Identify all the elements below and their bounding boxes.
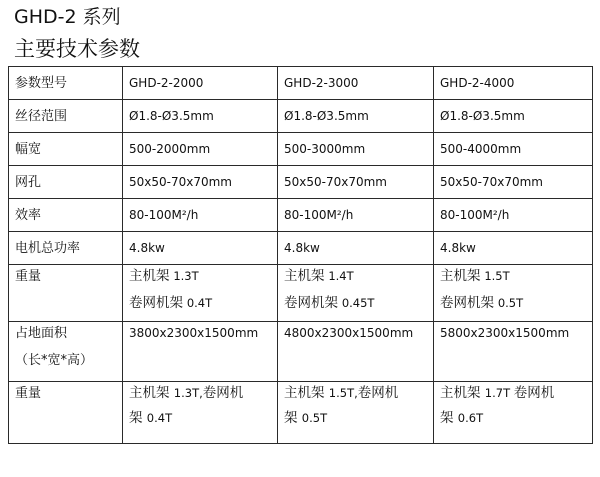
table-cell: 80-100M²/h	[278, 199, 434, 232]
roll-frame-label: 卷网机架	[129, 295, 183, 311]
main-frame-value: 1.5T,	[328, 386, 358, 400]
roll-frame-value: 0.6T	[457, 411, 484, 425]
table-row-efficiency	[9, 199, 593, 232]
table-row-mesh	[9, 166, 593, 199]
table-cell: 50x50-70x70mm	[123, 166, 278, 199]
table-cell: Ø1.8-Ø3.5mm	[278, 100, 434, 133]
roll-frame-value: 0.4T	[186, 296, 213, 310]
table-cell: 4.8kw	[434, 232, 593, 265]
table-row-width	[9, 133, 593, 166]
row-label: 丝径范围	[9, 100, 123, 133]
roll-frame-value: 0.45T	[341, 296, 375, 310]
row-label: 电机总功率	[9, 232, 123, 265]
table-row-weight	[9, 265, 593, 322]
table-row-wire-diameter	[9, 100, 593, 133]
table-cell: 80-100M²/h	[434, 199, 593, 232]
table-cell	[278, 382, 434, 444]
table-cell: 3800x2300x1500mm	[123, 322, 278, 382]
row-label: 重量	[9, 382, 123, 444]
table-cell: Ø1.8-Ø3.5mm	[123, 100, 278, 133]
table-cell	[123, 382, 278, 444]
roll-frame-label: 卷网机架	[440, 295, 494, 311]
main-frame-value: 1.7T	[484, 386, 514, 400]
roll-frame-label: 卷网机	[357, 385, 399, 401]
roll-frame-value: 0.5T	[497, 296, 524, 310]
table-cell: 500-2000mm	[123, 133, 278, 166]
spec-table	[8, 66, 593, 444]
row-label: 重量	[9, 265, 123, 322]
main-frame-label: 主机架	[440, 268, 481, 284]
row-label: 幅宽	[9, 133, 123, 166]
table-row-header	[9, 67, 593, 100]
series-title: GHD-2 系列	[14, 6, 121, 28]
main-frame-label: 主机架	[129, 268, 170, 284]
table-cell: 80-100M²/h	[123, 199, 278, 232]
roll-frame-label: 卷网机架	[284, 295, 338, 311]
row-label	[9, 322, 123, 382]
main-frame-value: 1.3T,	[173, 386, 203, 400]
table-cell: 500-4000mm	[434, 133, 593, 166]
row-label: 网孔	[9, 166, 123, 199]
table-cell	[123, 265, 278, 322]
table-row-floor-area	[9, 322, 593, 382]
row-label: 参数型号	[9, 67, 123, 100]
row-label: 效率	[9, 199, 123, 232]
table-cell: 500-3000mm	[278, 133, 434, 166]
table-row-power	[9, 232, 593, 265]
model-cell: GHD-2-3000	[278, 67, 434, 100]
main-frame-label: 主机架	[440, 385, 485, 401]
floor-area-note: （长*宽*高）	[15, 353, 94, 368]
roll-frame-label: 卷网机	[202, 385, 244, 401]
roll-frame-label-tail: 架	[129, 410, 147, 426]
main-frame-value: 1.4T	[328, 269, 354, 283]
floor-area-label: 占地面积	[15, 326, 68, 341]
model-cell: GHD-2-2000	[123, 67, 278, 100]
model-cell: GHD-2-4000	[434, 67, 593, 100]
main-frame-label: 主机架	[284, 268, 325, 284]
roll-frame-label: 卷网机	[513, 385, 555, 401]
main-frame-label: 主机架	[284, 385, 329, 401]
roll-frame-label-tail: 架	[284, 410, 302, 426]
table-cell: 50x50-70x70mm	[278, 166, 434, 199]
table-cell	[278, 265, 434, 322]
roll-frame-value: 0.5T	[301, 411, 328, 425]
roll-frame-value: 0.4T	[146, 411, 173, 425]
roll-frame-label-tail: 架	[440, 410, 458, 426]
table-cell: 5800x2300x1500mm	[434, 322, 593, 382]
main-frame-value: 1.3T	[173, 269, 199, 283]
table-cell	[434, 265, 593, 322]
table-cell	[434, 382, 593, 444]
table-cell: 4800x2300x1500mm	[278, 322, 434, 382]
table-cell: 4.8kw	[278, 232, 434, 265]
table-cell: Ø1.8-Ø3.5mm	[434, 100, 593, 133]
table-cell: 50x50-70x70mm	[434, 166, 593, 199]
section-title: 主要技术参数	[14, 37, 140, 61]
table-cell: 4.8kw	[123, 232, 278, 265]
main-frame-value: 1.5T	[484, 269, 510, 283]
main-frame-label: 主机架	[129, 385, 174, 401]
table-row-weight-combined	[9, 382, 593, 444]
